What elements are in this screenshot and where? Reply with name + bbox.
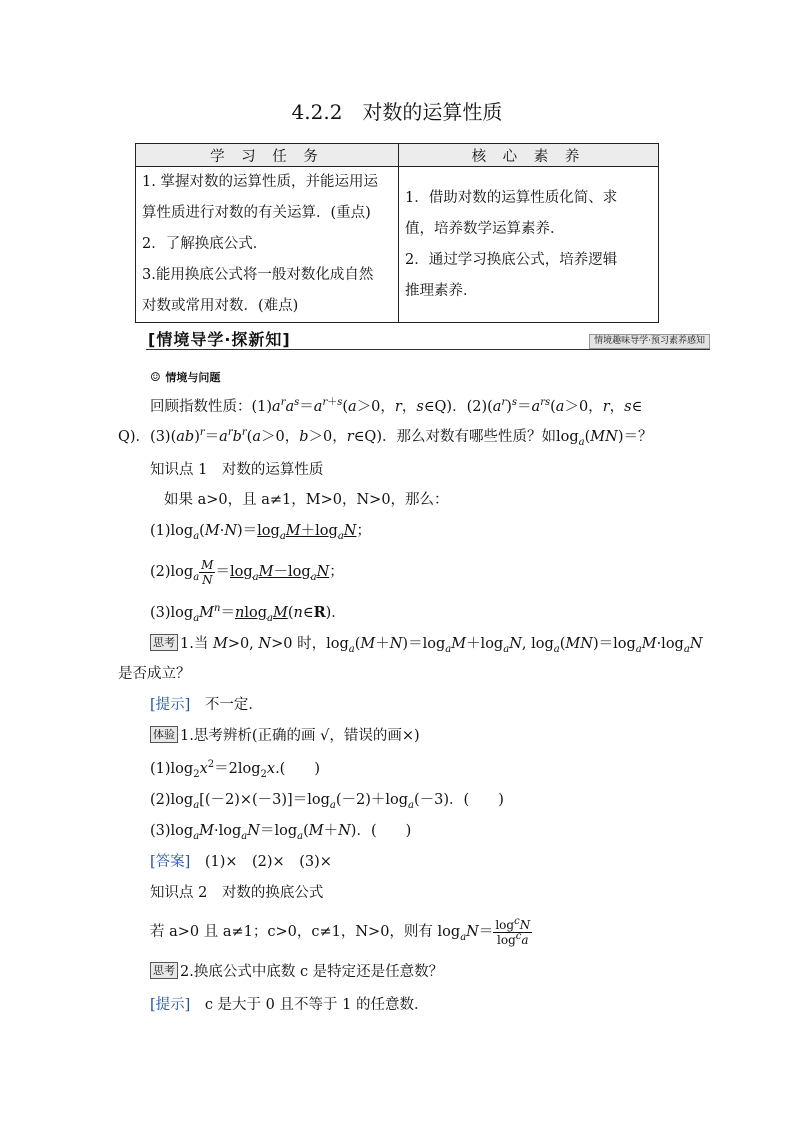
task-line: 2．了解换底公式． [142,236,268,252]
judge-item-1: $(1)\log_2x^2=2\log_2x$.( ) [150,759,321,780]
knowledge-point-1-heading: 知识点 1 对数的运算性质 [150,462,324,478]
think-1: 思考 1.当 M>0, N>0 时，$\log_a(M+N)=\log_aM+\log_aN$, $\log_a(MN)=\log_aM\cdot\log_aN$ [150,634,703,654]
change-of-base-formula: 若 a>0 且 a≠1；c>0，c≠1，N>0，则有 $\log_aN=$ $\frac{\log^cN}{\log^ca}$ [150,915,531,947]
scenario-subheading: ☺ 情境与问题 [150,370,221,384]
literacy-cell [399,167,659,323]
literacy-line: 推理素养． [405,282,478,299]
think-badge: 思考 [150,962,178,979]
judge-item-2: $(2)\log_a[(-2)\times(-3)]=\log_a(-2)+\log_a(-3)$．( ) [150,792,504,811]
kp1-condition: 如果 a>0，且 a≠1，M>0，N>0，那么： [164,492,449,508]
think-badge: 思考 [150,634,178,651]
experience-1: 体验 1.思考辨析(正确的画 √，错误的画×) [150,726,420,746]
hint-2: [提示] c 是大于 0 且不等于 1 的任意数． [150,997,429,1013]
table-header-literacy: 核 心 素 养 [399,144,659,167]
task-line: 对数或常用对数．(难点) [142,298,299,314]
formula-product: $(1)\log_a(M\cdot N)=\log_aM+\log_aN$； [150,523,371,542]
formula-power: $(3)\log_aM^n=nlog_aM(n\in R)$． [150,603,346,624]
think-2: 思考 2.换底公式中底数 c 是特定还是任意数？ [150,962,443,982]
recall-line-2: Q)．$(3)(ab)^r=a^rb^r(a>0$，b＞0，r∈Q)．那么对数有哪些性质？如$\log_a(MN)=$？ [118,427,653,448]
section-label: [情境导学·探新知] [148,330,291,349]
section-tag: 情境趣味导学·预习素养感知 [589,334,710,349]
judge-item-3: $(3)\log_aM\cdot\log_aN=\log_a(M+N)$．( ) [150,823,412,842]
task-line: 算性质进行对数的有关运算．(重点) [142,205,371,221]
section-header [146,327,710,350]
answer-1: [答案] (1)× (2)× (3)× [150,854,332,870]
task-cell [136,167,399,323]
page-title: 4.2.2 对数的运算性质 [291,100,503,124]
knowledge-point-2-heading: 知识点 2 对数的换底公式 [150,885,324,901]
recall-line-1: 回顾指数性质：$(1)a^ra^s=a^{r+s}(a>0$，r，s∈Q)．$(2)(a^r)^s=a^{rs}(a>0$，r，s∈ [150,397,643,415]
learning-goals-table [135,143,659,323]
speech-bubble-icon: ☺ [150,370,161,384]
experience-badge: 体验 [150,726,178,743]
table-header-tasks: 学 习 任 务 [136,144,399,167]
hint-1: [提示] 不一定． [150,697,263,713]
task-line: 3.能用换底公式将一般对数化成自然 [142,267,374,283]
think-1-tail: 是否成立？ [118,666,191,682]
literacy-line: 2．通过学习换底公式，培养逻辑 [405,251,618,268]
formula-quotient: $(2)\log_a$ $\frac{M}{N}$ $=\log_aM-\log_aN$； [150,557,344,587]
literacy-line: 值，培养数学运算素养． [405,220,565,237]
task-line: 1. 掌握对数的运算性质，并能运用运 [142,174,378,190]
literacy-line: 1．借助对数的运算性质化简、求 [405,189,618,206]
